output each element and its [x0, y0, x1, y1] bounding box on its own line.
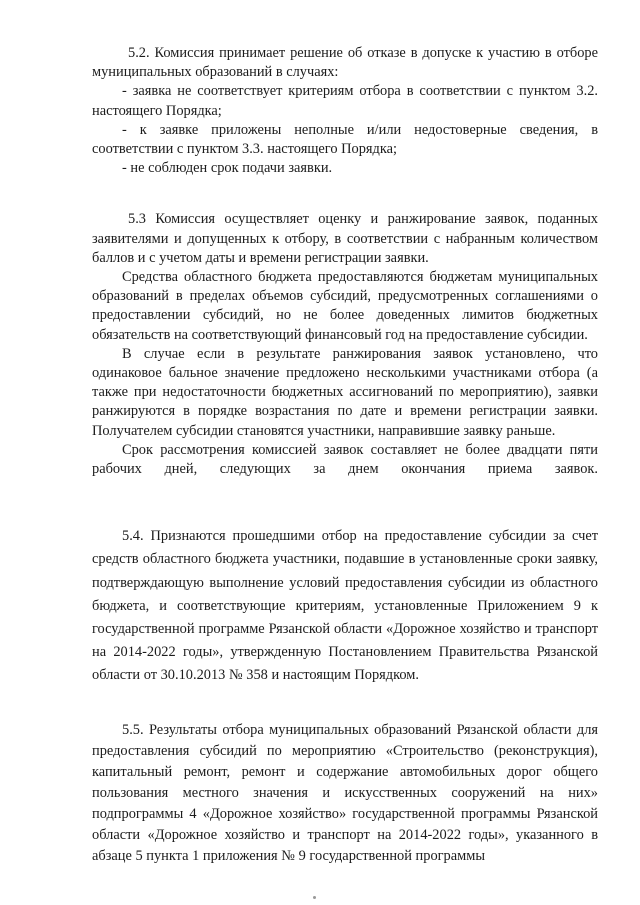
section-5-3	[92, 210, 598, 479]
section-5-4	[92, 525, 598, 687]
section-5-3-paragraph-2: Средства областного бюджета предоставляются бюджетам муниципальных образований в пределах объемов субсидий, предусмотренных соглашениями о предоставлении субсидий, но не более доведенных лимитов бюджетных обязательств на соответствующий финансовый год на предоставление субсидии.	[92, 269, 598, 343]
section-5-5-paragraph-1: 5.5. Результаты отбора муниципальных образований Рязанской области для предоставления субсидий по мероприятию «Строительство (реконструкция), капитальный ремонт, ремонт и содержание автомобильных дорог общего пользования местного значения и искусственных сооружений на них» подпрограммы 4 «Дорожное хозяйство» государственной программы Рязанской области «Дорожное хозяйство и транспорт на 2014-2022 годы», указанного в абзаце 5 пункта 1 приложения № 9 государственной программы	[92, 721, 598, 864]
section-5-2-intro: 5.2. Комиссия принимает решение об отказе в допуске к участию в отборе муниципальных образований в случаях:	[92, 45, 598, 81]
section-5-5	[92, 720, 598, 867]
section-5-2-item-1: - заявка не соответствует критериям отбора в соответствии с пунктом 3.2. настоящего Порядка;	[92, 83, 598, 119]
section-5-4-paragraph-1: 5.4. Признаются прошедшими отбор на предоставление субсидии за счет средств областного бюджета участники, подавшие в установленные сроки заявку, подтверждающую выполнение условий предоставления субсидии из областного бюджета, и соответствующие критериям, установленные Приложением 9 к государственной программе Рязанской области «Дорожное хозяйство и транспорт на 2014-2022 годы», утвержденную Постановлением Правительства Рязанской области от 30.10.2013 № 358 и настоящим Порядком.	[92, 528, 598, 684]
section-5-2	[92, 44, 598, 178]
section-5-2-item-2: - к заявке приложены неполные и/или недостоверные сведения, в соответствии с пунктом 3.3. настоящего Порядка;	[92, 121, 598, 158]
scan-dot	[313, 896, 316, 899]
section-5-2-item-3: - не соблюден срок подачи заявки.	[122, 160, 333, 177]
section-5-3-paragraph-4: Срок рассмотрения комиссией заявок составляет не более двадцати пяти рабочих дней, следующих за днем окончания приема заявок.	[92, 441, 598, 478]
section-5-3-paragraph-1: 5.3 Комиссия осуществляет оценку и ранжирование заявок, поданных заявителями и допущенных к отбору, в соответствии с набранным количеством баллов и с учетом даты и времени регистрации заявки.	[92, 211, 598, 266]
section-5-3-paragraph-3: В случае если в результате ранжирования заявок установлено, что одинаковое бальное значение предложено несколькими участниками отбора (а также при недостаточности бюджетных ассигнований по мероприятию), заявки ранжируются в порядке возрастания по дате и времени регистрации заявки. Получателем субсидии становятся участники, направившие заявку раньше.	[92, 345, 598, 439]
